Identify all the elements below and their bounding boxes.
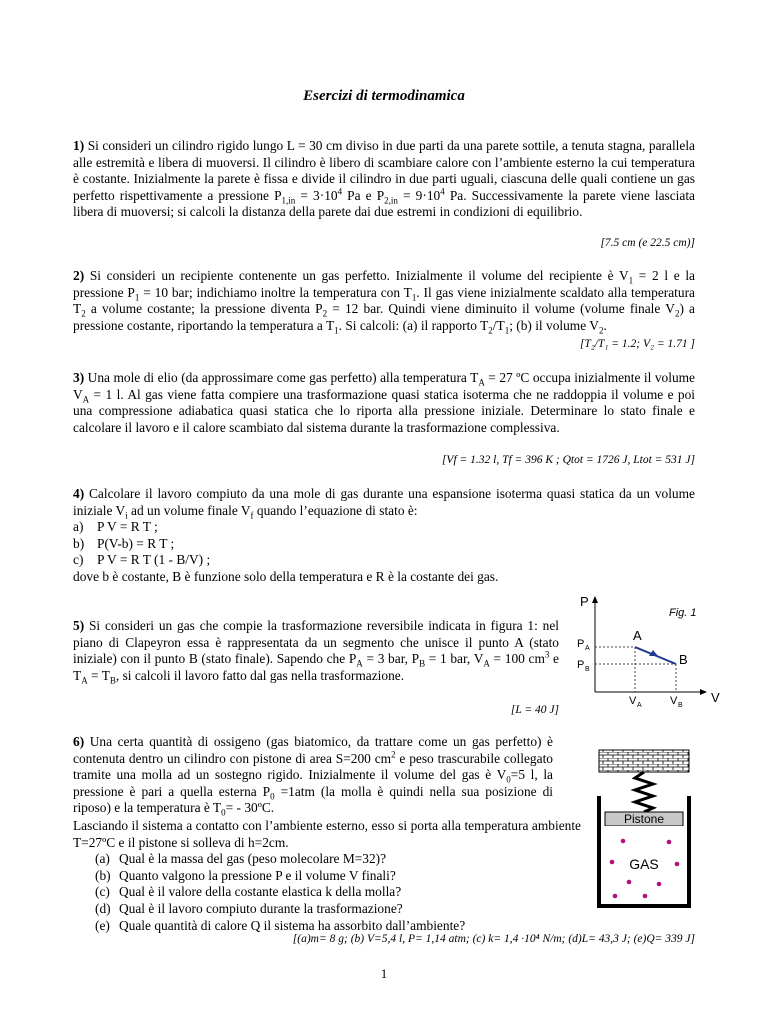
exercise-4: 4) Calcolare il lavoro compiuto da una mole di gas durante una espansione isoterma quasi statica da un volume iniziale $V_i$ ad un volume finale $V_f$ quando l’equazione di stato è: a) P V = R T ; b) P(V-b) = R T ; c) P V = R T (1 - B/V) ; dove b è costante, B è funzione solo della temperatura e R è la costante dei gas. (73, 486, 695, 584)
piston-label: Pistone (623, 812, 665, 826)
question-list (73, 851, 581, 934)
exercise-2-text: Si consideri un recipiente contenente un gas perfetto. Inizialmente il volume del recipiente è (89, 268, 614, 283)
exercise-3-number: 3) (73, 370, 85, 385)
exercise-1: 1) Si consideri un cilindro rigido lungo L = 30 cm diviso in due parti da una parete sottile, a tenuta stagna, parallela alle estremità e libera di muoversi. Il cilindro è libero di scambiare calore con l’ambiente esterno la cui temperatura è costante. Inizialmente la parete è fissa e divide il cilindro in due parti uguali, ciascuna delle quali contiene un gas perfetto rispettivamente a pressione $P_{1,in} = 3\cdot 10^4$ Pa e $P_{2,in} = 9\cdot 10^4$ Pa. Successivamente la parete viene lasciata libera di muoversi; si calcoli la distanza della parete dai due estremi in condizioni di equilibrio. (73, 138, 696, 220)
rigid-support (599, 750, 689, 772)
exercise-3: 3) Una mole di elio (da approssimare come gas perfetto) alla temperatura $T_A = 27$ ºC occupa inizialmente il volume $V_A = 1$ l. Al gas viene fatta compiere una trasformazione quasi statica isoterma che ne raddoppia il volume e poi una compressione adiabatica quasi statica che lo riporta alla pressione iniziale. Determinare lo stato finale e calcolare il lavoro e il calore scambiato dal sistema durante la trasformazione complessiva. (73, 370, 696, 435)
pa-sub: A (585, 645, 590, 652)
exercise-2: 2) Si consideri un recipiente contenente un gas perfetto. Inizialmente il volume del recipiente è $V_1 = 2$ l e la pressione $P_1 = 10$ bar; indichiamo inoltre la temperatura con $T_1$. Il gas viene inizialmente scaldato alla temperatura $T_2$ a volume costante; la pressione diventa $P_2 = 12$ bar. Quindi viene diminuito il volume (volume finale $V_2$) a pressione costante, riportando la temperatura a $T_1$. Si calcoli: (a) il rapporto $T_2/T_1$; (b) il volume $V_2$. (73, 268, 695, 336)
pb-label: P (577, 659, 585, 671)
pa-label: P (577, 638, 585, 650)
fig1-title: Fig. 1 (669, 607, 697, 619)
page-number: 1 (380, 966, 388, 981)
exercise-6: 6) Una certa quantità di ossigeno (gas biatomico, da trattare come un gas perfetto) è contenuta dentro un cilindro con pistone di area S=200 $cm^2$ e peso trascurabile collegato tramite una molla ad un sostegno rigido. Inizialmente il volume del gas è $V_0=5$ l, la pressione è pari a quella esterna $P_0 =1atm$ (la molla è quindi nella sua posizione di riposo) e la temperatura è $T_0=$ - 30ºC. (73, 734, 554, 819)
exercise-1-text-a: Si consideri un cilindro rigido lungo L = 30 cm diviso in due parti da una parete sottile, a tenuta stagna, parallela alle estremità e libera di muoversi. Il cilindro è libero di scambiare calore con l’ambiente esterno la cui temperatura è costante. Inizialmente la parete è fissa e divide il cilindro in due parti uguali, ciascuna delle quali contiene un gas perfetto rispettivamente a pressione (73, 138, 695, 203)
list-item: (c) Qual è il valore della costante elastica k della molla? (95, 884, 402, 900)
vb-sub: B (678, 702, 683, 709)
v-axis-label: V (711, 690, 720, 705)
point-a-label: A (633, 628, 642, 643)
page-title: Esercizi di termodinamica (303, 88, 465, 104)
exercise-5-answer: [L = 40 J] (510, 704, 559, 716)
exercise-1-text-b: Pa. Successivamente la parete viene lasciata libera di muoversi; si calcoli la distanza della parete dai due estremi in condizioni di equilibrio. (73, 187, 696, 220)
exercise-2-number: 2) (73, 268, 85, 283)
va-label: V (629, 695, 637, 707)
spring-icon (635, 772, 653, 812)
exercise-5-number: 5) (73, 618, 85, 633)
exercise-3-answer: [Vf = 1.32 l, Tf = 396 K ; Qtot = 1726 J, Ltot = 531 J] (441, 454, 695, 466)
exercise-1-number: 1) (73, 138, 85, 153)
list-item: c) P V = R T (1 - B/V) ; (73, 552, 211, 568)
point-b-label: B (679, 652, 688, 667)
exercise-6-number: 6) (73, 734, 85, 749)
pb-sub: B (585, 666, 590, 673)
list-item: (a) Qual è la massa del gas (peso molecolare M=32)? (95, 851, 387, 867)
list-item: (d) Qual è il lavoro compiuto durante la trasformazione? (95, 900, 403, 916)
list-item: (e) Quale quantità di calore Q il sistema ha assorbito dall’ambiente? (95, 917, 466, 933)
list-item: b) P(V-b) = R T ; (73, 535, 175, 551)
exercise-2-answer: [T₂/T₁ = 1.2; V₂ = 1.71 ] (579, 338, 695, 350)
list-item: (b) Quanto valgono la pressione P e il volume V finali? (95, 867, 396, 883)
list-item: a) P V = R T ; (73, 519, 158, 535)
exercise-3-text-b: Al gas viene fatta compiere una trasformazione quasi statica isoterma che ne raddoppia il volume e poi una compressione adiabatica quasi statica che lo riporta alla pressione iniziale. Determinare lo stato finale e calcolare il lavoro e il calore scambiato dal sistema durante la trasformazione complessiva. (73, 386, 696, 435)
exercise-4-tail: dove b è costante, B è funzione solo della temperatura e R è la costante dei gas. (73, 568, 499, 584)
p-axis-label: P (580, 594, 589, 609)
exercise-5: 5) Si consideri un gas che compie la trasformazione reversibile indicata in figura 1: nel piano di Clapeyron essa è rappresentata da un segmento che unisce il punto A (stato iniziale) con il punto B (stato finale). Sapendo che $P_A = 3$ bar, $P_B = 1$ bar, $V_A = 100$ $cm^3$ e $T_A = T_B$, si calcoli il lavoro fatto dal gas nella trasformazione. (73, 618, 560, 686)
fig1-pv-diagram (573, 592, 723, 710)
equation-list (73, 519, 695, 569)
exercise-1-answer: [7.5 cm (e 22.5 cm)] (600, 237, 695, 249)
vb-label: V (670, 695, 678, 707)
piston-cylinder-figure (595, 746, 695, 916)
exercise-6-continued: Lasciando il sistema a contatto con l’ambiente esterno, esso si porta alla temperatura ambiente T=27ºC e il pistone si solleva di h=2cm. (a) Qual è la massa del gas (peso molecolare M=32)? (b) Quanto valgono la pressione P e il volume V finali? (c) Qual è il valore della costante elastica k della molla? (d) Qual è il lavoro compiuto durante la trasformazione? (e) Quale quantità di calore Q il sistema ha assorbito dall’ambiente? (73, 818, 581, 933)
exercise-4-number: 4) (73, 486, 85, 501)
gas-label: GAS (629, 856, 659, 872)
exercise-6-answer: [(a)m= 8 g; (b) V=5,4 l, P= 1,14 atm; (c) k= 1,4 ·10⁴ N/m; (d)L= 43,3 J; (e)Q= 339 J] (292, 933, 695, 945)
va-sub: A (637, 702, 642, 709)
